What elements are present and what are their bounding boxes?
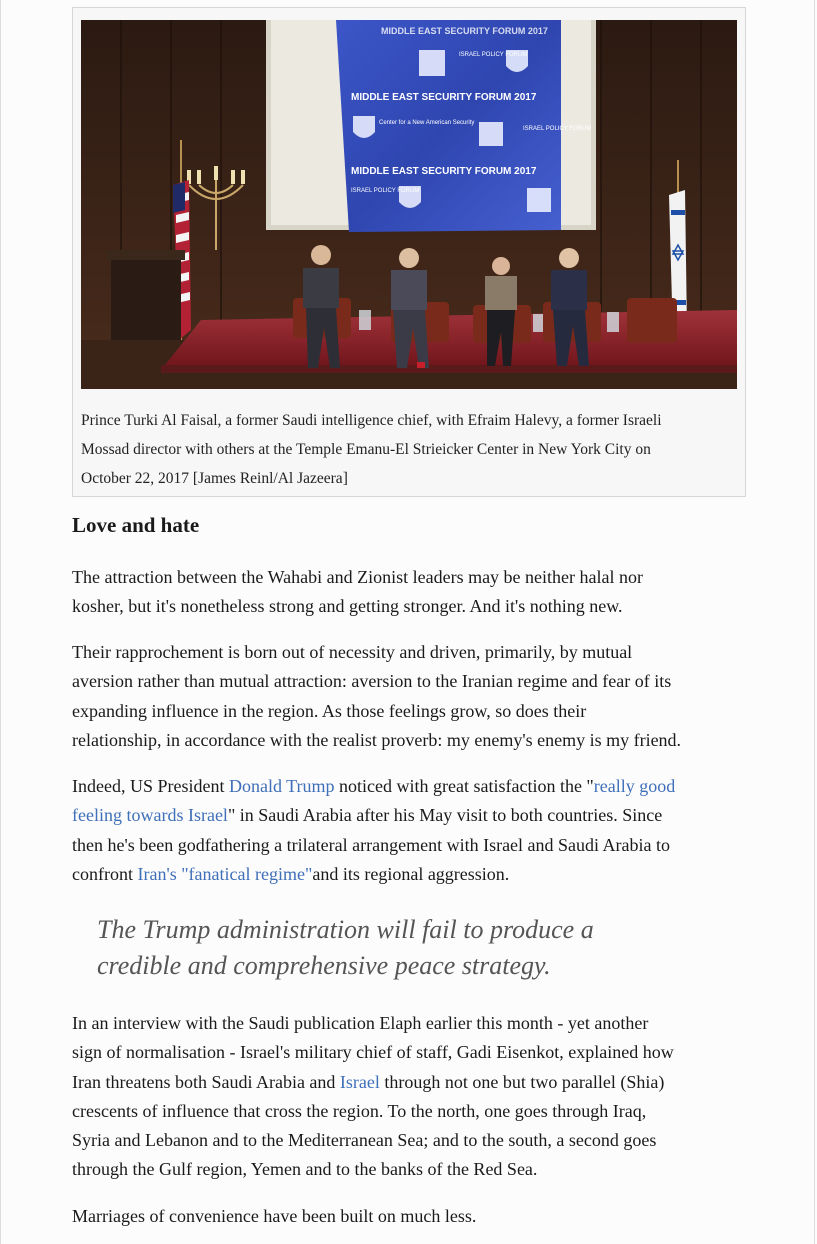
link-really-good-feeling[interactable]: feeling towards Israel [72, 805, 228, 826]
caption-line: Mossad director with others at the Temple Emanu-El Strieicker Center in New York City on [81, 441, 651, 458]
panel-photo-illustration [81, 20, 737, 389]
paragraph-line [72, 772, 752, 801]
pull-quote [97, 912, 737, 984]
logo-ipf-text: ISRAEL POLICY FORUM [351, 188, 420, 194]
slide-title-middle: MIDDLE EAST SECURITY FORUM 2017 [351, 92, 537, 103]
text-span: " in Saudi Arabia after his May visit to both countries. Since [227, 805, 663, 826]
text-span: Iran threatens both Saudi Arabia and [72, 1071, 340, 1092]
panel-photo [81, 20, 737, 389]
paragraph-2 [72, 638, 752, 755]
paragraph-1 [72, 563, 752, 622]
caption-line: Prince Turki Al Faisal, a former Saudi intelligence chief, with Efraim Halevy, a former Israeli [81, 412, 662, 429]
paragraph-line: through the Gulf region, Yemen and to the banks of the Red Sea. [72, 1159, 538, 1180]
logo-ipf-text: ISRAEL POLICY FORUM [523, 126, 592, 132]
slide-title-top: MIDDLE EAST SECURITY FORUM 2017 [381, 26, 548, 36]
paragraph-line: relationship, in accordance with the realist proverb: my enemy's enemy is my friend. [72, 729, 682, 750]
logo-ipf-text: ISRAEL POLICY FORUM [459, 52, 528, 58]
paragraph-5 [72, 1202, 752, 1231]
caption-line: October 22, 2017 [James Reinl/Al Jazeera] [81, 470, 348, 487]
link-really-good-feeling[interactable]: really good [593, 776, 676, 796]
paragraph-line: Syria and Lebanon and to the Mediterranean Sea; and to the south, a second goes [72, 1130, 657, 1151]
paragraph-3 [72, 772, 752, 889]
paragraph-line: Marriages of convenience have been built on much less. [72, 1206, 477, 1226]
pull-quote-line: credible and comprehensive peace strategy. [97, 951, 551, 980]
paragraph-line [72, 860, 752, 889]
slide-title-bottom: MIDDLE EAST SECURITY FORUM 2017 [351, 166, 537, 177]
paragraph-line: Their rapprochement is born out of necessity and driven, primarily, by mutual [72, 642, 633, 662]
logo-square [527, 188, 551, 212]
logo-square [479, 122, 503, 146]
text-span: through not one but two parallel (Shia) [379, 1071, 665, 1092]
link-israel[interactable]: Israel [339, 1071, 380, 1092]
link-donald-trump[interactable]: Donald Trump [228, 776, 335, 796]
side-table [533, 314, 543, 332]
paragraph-line: In an interview with the Saudi publication Elaph earlier this month - yet another [72, 1013, 649, 1033]
text-span: noticed with great satisfaction the " [334, 776, 594, 796]
empty-chair [627, 298, 677, 343]
paragraph-line: kosher, but it's nonetheless strong and getting stronger. And it's nothing new. [72, 596, 623, 617]
logo-square [419, 50, 445, 76]
shield-logo [353, 116, 375, 138]
text-span: confront [72, 863, 138, 884]
link-iran-fanatical-regime[interactable]: Iran's "fanatical regime" [137, 863, 313, 884]
paragraph-line [72, 801, 752, 830]
paragraph-line: then he's been godfathering a trilateral arrangement with Israel and Saudi Arabia to [72, 834, 671, 855]
logo-cnas-text: Center for a New American Security [379, 120, 475, 126]
paragraph-line: crescents of influence that cross the region. To the north, one goes through Iraq, [72, 1100, 647, 1121]
paragraph-line: sign of normalisation - Israel's military chief of staff, Gadi Eisenkot, explained how [72, 1042, 674, 1063]
side-table [359, 310, 371, 330]
paragraph-4 [72, 1009, 752, 1185]
side-table [607, 312, 619, 332]
text-span: and its regional aggression. [312, 863, 510, 884]
paragraph-line: aversion rather than mutual attraction: aversion to the Iranian regime and fear of its [72, 671, 672, 692]
paragraph-line: The attraction between the Wahabi and Zionist leaders may be neither halal nor [72, 567, 643, 587]
paragraph-line: expanding influence in the region. As those feelings grow, so does their [72, 700, 587, 721]
pull-quote-line: The Trump administration will fail to produce a [97, 915, 594, 944]
article-figure [72, 7, 746, 497]
photo-caption [81, 406, 741, 493]
text-span: Indeed, US President [72, 776, 229, 796]
section-heading: Love and hate [72, 513, 200, 537]
paragraph-line [72, 1068, 752, 1097]
